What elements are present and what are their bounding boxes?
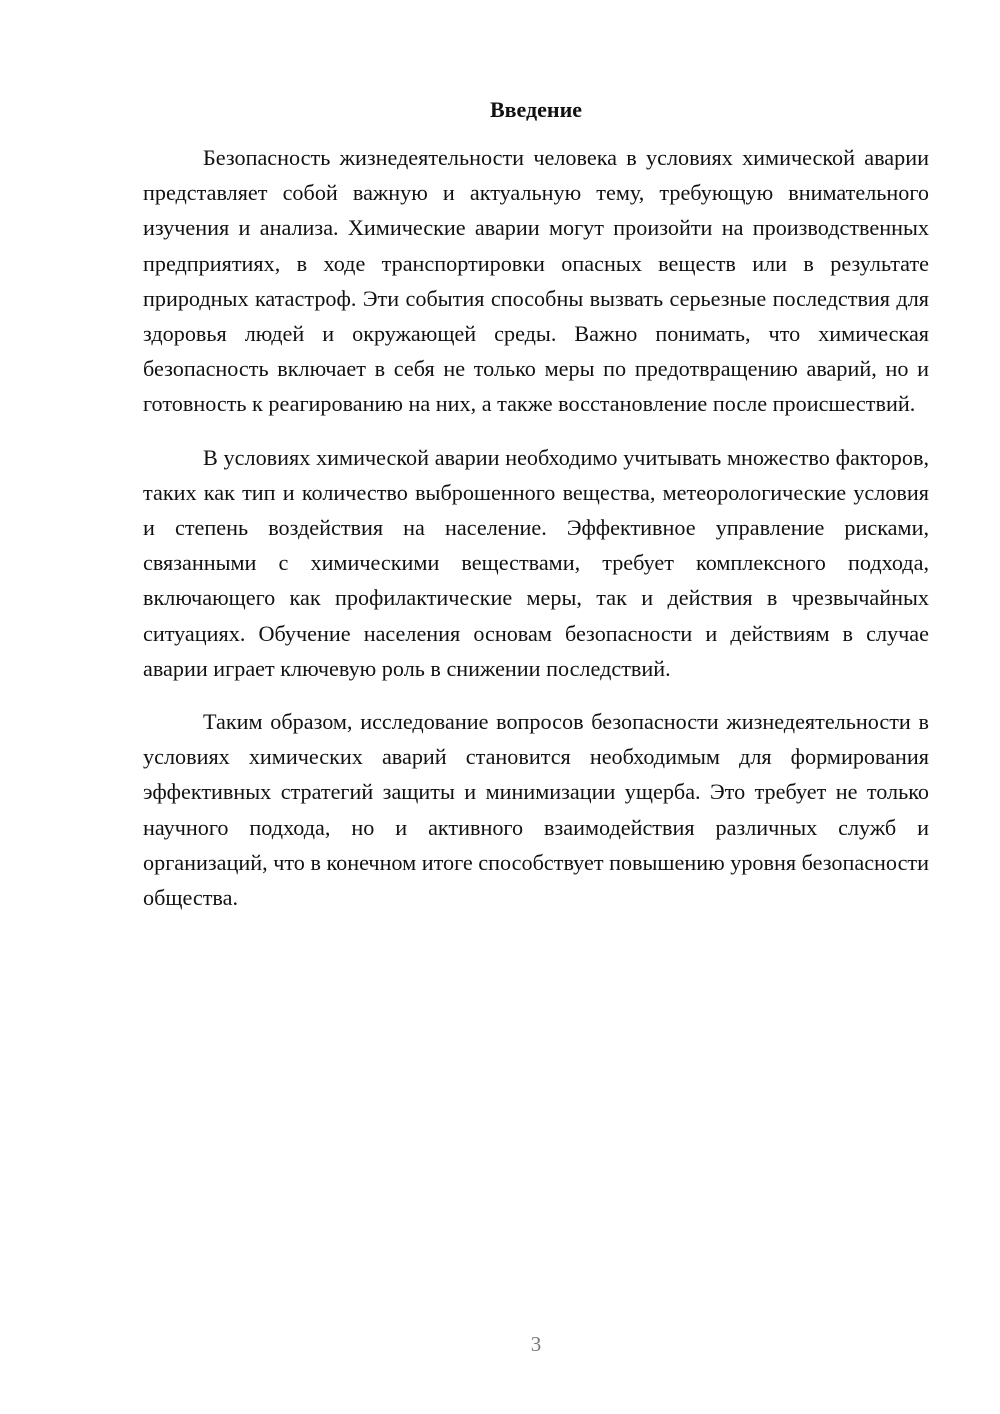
paragraph-2: В условиях химической аварии необходимо учитывать множество факторов, таких как тип и количество выброшенного вещества, метеорологические условия и степень воздействия на население. Эффективное управление рисками, связанными с химическими веществами, требует комплексного подхода, включающего как профилактические меры, так и действия в чрезвычайных ситуациях. Обучение населения основам безопасности и действиям в случае аварии играет ключевую роль в снижении последствий. [143,444,929,681]
paragraph-3: Таким образом, исследование вопросов безопасности жизнедеятельности в условиях химических аварий становится необходимым для формирования эффективных стратегий защиты и минимизации ущерба. Это требует не только научного подхода, но и активного взаимодействия различных служб и организаций, что в конечном итоге способствует повышению уровня безопасности общества. [143,709,929,911]
page-number: 3 [530,1332,542,1356]
page-content [143,92,929,933]
paragraph-1: Безопасность жизнедеятельности человека в условиях химической аварии представляет собой важную и актуальную тему, требующую внимательного изучения и анализа. Химические аварии могут произойти на производственных предприятиях, в ходе транспортировки опасных веществ или в результате природных катастроф. Эти события способны вызвать серьезные последствия для здоровья людей и окружающей среды. Важно понимать, что химическая безопасность включает в себя не только меры по предотвращению аварий, но и готовность к реагированию на них, а также восстановление после происшествий. [143,145,929,417]
section-title: Введение [489,97,583,122]
